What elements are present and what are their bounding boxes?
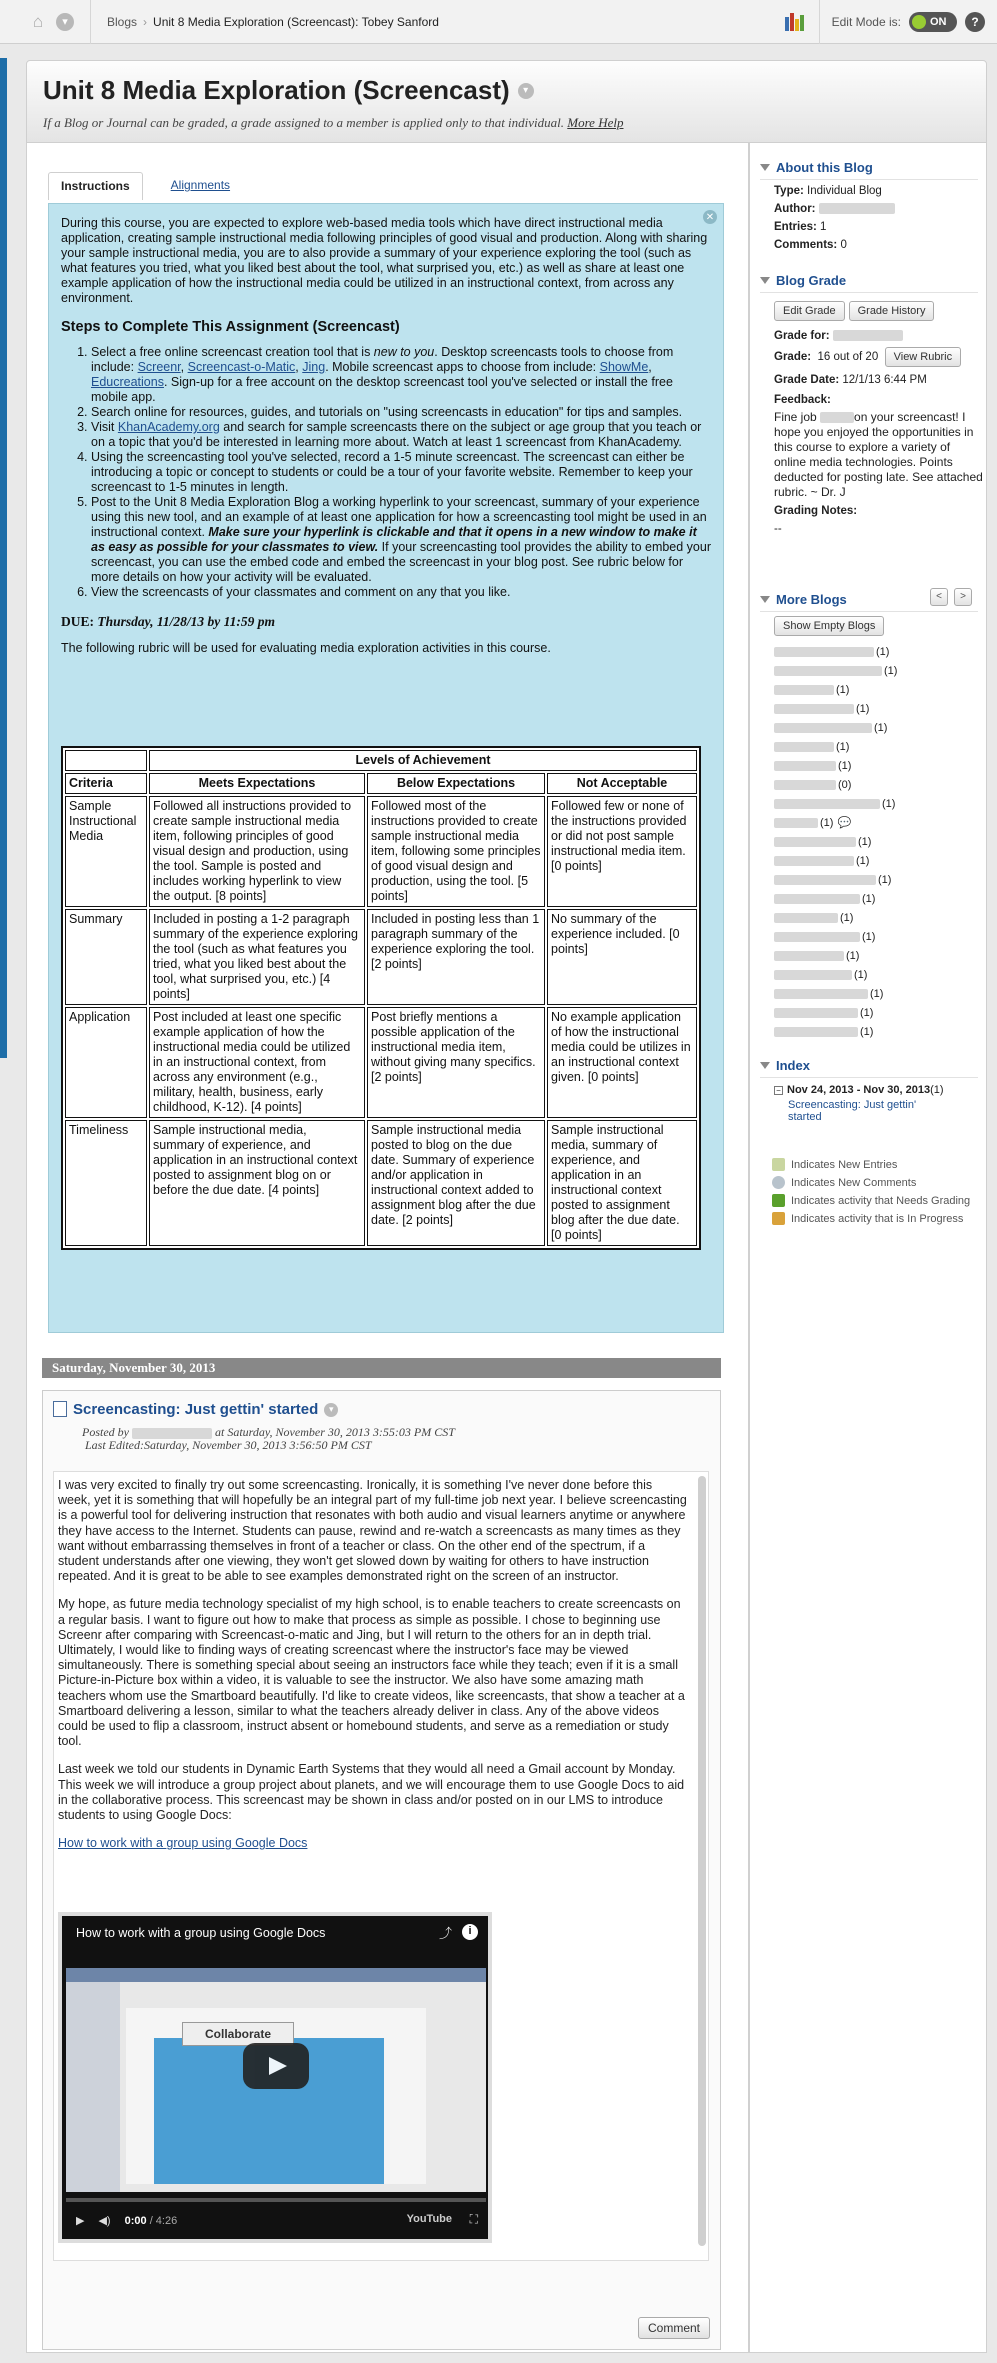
- grade-value: 16 out of 20: [817, 351, 879, 363]
- collapse-triangle-icon: [760, 596, 770, 603]
- page-subtitle: [43, 115, 623, 131]
- blog-grade-heading[interactable]: [760, 273, 978, 293]
- blog-name-redacted: [774, 989, 868, 999]
- blog-name-redacted: [774, 856, 854, 866]
- blog-list-item[interactable]: [774, 680, 978, 699]
- entry-document-icon: [53, 1401, 67, 1417]
- legend-text: Indicates activity that Needs Grading: [791, 1194, 971, 1207]
- feedback-label: [774, 393, 978, 407]
- legend-new-entries: [772, 1158, 897, 1171]
- rubric-below: Sample instructional media posted to blog on the due date. Summary of experience and/or application in instructional context added to assignment blog after the due date. [2 points]: [367, 1120, 545, 1246]
- blog-list-item[interactable]: [774, 661, 978, 680]
- author-label: Author:: [774, 203, 816, 215]
- feedback-label-text: Feedback:: [774, 394, 831, 406]
- blog-list-item[interactable]: [774, 927, 978, 946]
- step-item: 6. View the screencasts of your classmates and comment on any that you like.: [91, 585, 711, 600]
- rubric-meets: Followed all instructions provided to create sample instructional media item, following principles of good visual design and production, using the tool. Sample is posted and includes working hyperlink to view the output. [8 points]: [149, 796, 365, 907]
- blog-list-item[interactable]: [774, 965, 978, 984]
- tab-instructions[interactable]: Instructions: [48, 172, 143, 200]
- fullscreen-icon[interactable]: ⛶: [469, 2212, 478, 2226]
- rubric-below: Post briefly mentions a possible application of the instructional media item, without giving many specifics. [2 points]: [367, 1007, 545, 1118]
- index-heading[interactable]: [760, 1058, 978, 1078]
- play-button-icon[interactable]: [243, 2043, 309, 2089]
- entry-title: [73, 1401, 338, 1418]
- thumbnail-sidebar: [66, 1982, 120, 2192]
- date-header: Saturday, November 30, 2013: [42, 1358, 721, 1378]
- blog-list-item[interactable]: [774, 756, 978, 775]
- next-page-button[interactable]: >: [954, 588, 972, 606]
- step-item: [91, 420, 711, 450]
- blog-count: (1): [836, 740, 850, 753]
- video-time-current: 0:00: [124, 2215, 147, 2227]
- blog-type: [774, 184, 978, 198]
- rubric-below: Included in posting less than 1 paragraph summary of the experience exploring the tool. [2 points]: [367, 909, 545, 1005]
- rubric-not: Followed few or none of the instructions provided or did not post sample instructional media item. [0 points]: [547, 796, 697, 907]
- rubric-not: Sample instructional media, summary of experience, and application in an instructional context posted to assignment blog after the due date. [0 points]: [547, 1120, 697, 1246]
- blog-list-item[interactable]: [774, 889, 978, 908]
- video-time: [125, 2214, 178, 2229]
- instructions-panel: [48, 203, 724, 1333]
- title-menu-chevron-icon[interactable]: ▾: [518, 83, 534, 99]
- breadcrumb: [107, 15, 439, 29]
- about-blog-heading[interactable]: [760, 160, 978, 180]
- rubric-row: [65, 796, 697, 907]
- left-edge-accent: [0, 58, 7, 1058]
- step-text-emphasis: Make sure your hyperlink is clickable and that it opens in a new window to make it as easy as possible for your classmates to view.: [91, 525, 697, 554]
- show-empty-wrap: [774, 616, 978, 636]
- needs-grading-icon: [772, 1194, 785, 1207]
- blog-entries: [774, 220, 978, 234]
- share-icon[interactable]: ⤴: [438, 1926, 452, 1941]
- educreations-link[interactable]: Educreations: [91, 375, 164, 389]
- legend-in-progress: [772, 1212, 963, 1225]
- blog-name-redacted: [774, 1027, 858, 1037]
- breadcrumb-current: Unit 8 Media Exploration (Screencast): Tobey Sanford: [153, 14, 439, 29]
- blog-count: (1): [876, 645, 890, 658]
- blog-name-redacted: [774, 837, 856, 847]
- index-entry-link[interactable]: Screencasting: Just gettin' started: [788, 1099, 917, 1123]
- rubric-meets: Post included at least one specific example application of how the instructional media could be utilized in an instructional context, from across any environment (e.g., military, health, business, early childhood, K-12). [4 points]: [149, 1007, 365, 1118]
- showme-link[interactable]: ShowMe: [599, 360, 649, 374]
- grading-notes-value: --: [774, 523, 782, 535]
- blog-count: (1): [860, 1006, 874, 1019]
- blog-name-redacted: [774, 894, 860, 904]
- entries-label: Entries:: [774, 221, 817, 233]
- col-not-acceptable: Not Acceptable: [547, 773, 697, 794]
- steps-heading: Steps to Complete This Assignment (Screencast): [61, 319, 400, 335]
- grading-notes-label: [774, 504, 978, 518]
- menu-chevron-icon[interactable]: ▾: [56, 13, 74, 31]
- blog-list-item[interactable]: [774, 718, 978, 737]
- entry-title-text[interactable]: Screencasting: Just gettin' started: [73, 1401, 319, 1418]
- video-title[interactable]: How to work with a group using Google Docs: [76, 1926, 326, 1940]
- new-entries-icon: [772, 1158, 785, 1171]
- rubric-column-row: [65, 773, 697, 794]
- step-item: [91, 495, 711, 585]
- blog-list-item[interactable]: [774, 851, 978, 870]
- feedback-rest: on your screencast! I hope you enjoyed the opportunities in this course to explore a variety of online media technologies. Points deducted for posting late. See attached rubric. ~ Dr. J: [774, 410, 983, 499]
- step-item: 1. Select a free online screencast creation tool that is new to you. Desktop screencasts tools to choose from include: Screenr, Screencast-o-Matic, Jing. Mobile screencast apps to choose from include: ShowMe, Educreations. Sign-up for a free account on the desktop screencast tool you've selected or install the free mobile app.: [91, 345, 711, 405]
- screenr-link[interactable]: Screenr: [137, 360, 181, 374]
- comment-bubble-icon: 💬: [837, 817, 852, 829]
- step-text: and search for sample screencasts there on the subject or age group that you teach or on a topic that you'd be interested in learning more about. Watch at least 1 screencast from KhanAcademy.: [91, 420, 702, 449]
- thumbnail-toolbar: [66, 1968, 486, 1982]
- grade-for-label: Grade for:: [774, 330, 830, 342]
- view-rubric-button[interactable]: View Rubric: [885, 347, 962, 367]
- more-help-link[interactable]: More Help: [567, 115, 624, 130]
- thumbnail-collaborate-label: Collaborate: [182, 2022, 294, 2046]
- blog-count: (1): [884, 664, 898, 677]
- screencast-o-matic-link[interactable]: Screencast-o-Matic: [187, 360, 296, 374]
- khanacademy-link[interactable]: KhanAcademy.org: [117, 420, 220, 434]
- blog-name-redacted: [774, 761, 836, 771]
- blog-name-redacted: [774, 1008, 858, 1018]
- blog-count: (1): [874, 721, 888, 734]
- entries-value: 1: [820, 221, 827, 233]
- grade-history-button[interactable]: Grade History: [849, 301, 935, 321]
- rubric-meets: Sample instructional media, summary of experience, and application in an instructional context posted to assignment blog on or before the due date. [4 points]: [149, 1120, 365, 1246]
- collapse-triangle-icon: [760, 1062, 770, 1069]
- blog-count: (1): [838, 759, 852, 772]
- blog-count: (1): [862, 892, 876, 905]
- blog-count: (1): [856, 854, 870, 867]
- rubric-row: [65, 1120, 697, 1246]
- more-blogs-section: [760, 592, 978, 1041]
- blog-count: (1): [840, 911, 854, 924]
- blog-list-item[interactable]: [774, 946, 978, 965]
- comments-value: 0: [840, 239, 847, 251]
- tab-bar: [48, 172, 242, 200]
- grade-for: [774, 329, 978, 343]
- step-item: 2. Search online for resources, guides, and tutorials on "using screencasts in education" for tips and samples.: [91, 405, 711, 420]
- step-text-emphasis: new to you: [373, 345, 435, 359]
- index-count: (1): [930, 1084, 944, 1096]
- index-range-text: Nov 24, 2013 - Nov 30, 2013: [787, 1084, 931, 1096]
- rubric-header-row: [65, 750, 697, 771]
- page-header: [26, 60, 987, 143]
- blog-list-item[interactable]: [774, 642, 978, 661]
- due-date: [61, 614, 711, 629]
- more-blogs-title: More Blogs: [776, 592, 847, 607]
- legend-text: Indicates New Comments: [791, 1176, 917, 1189]
- blog-comments: [774, 238, 978, 252]
- jing-link[interactable]: Jing: [302, 360, 326, 374]
- blog-count: (1): [820, 816, 834, 829]
- edit-mode-state: ON: [930, 16, 947, 28]
- grade: [774, 347, 978, 367]
- video-progress-bar[interactable]: [66, 2198, 486, 2202]
- rubric-row: [65, 1007, 697, 1118]
- legend-text: Indicates New Entries: [791, 1158, 898, 1171]
- blog-name-redacted: [774, 780, 836, 790]
- blog-name-redacted: [774, 799, 880, 809]
- youtube-logo[interactable]: YouTube: [406, 2213, 452, 2225]
- feedback-text: [774, 410, 984, 500]
- blog-grade-title: Blog Grade: [776, 273, 847, 288]
- grade-date-value: 12/1/13 6:44 PM: [842, 374, 927, 386]
- blog-list-item[interactable]: [774, 699, 978, 718]
- blog-list-item[interactable]: [774, 870, 978, 889]
- due-value: Thursday, 11/28/13 by 11:59 pm: [97, 614, 276, 629]
- col-criteria: Criteria: [65, 773, 147, 794]
- posted-at: at Saturday, November 30, 2013 3:55:03 PM CST: [215, 1425, 455, 1439]
- page-title: [43, 75, 534, 106]
- instructions-intro: During this course, you are expected to explore web-based media tools which have direct instructional media application, creating sample instructional media following principles of good visual and production. Along with sharing your sample instructional media, you are to also provide a summary of your experience exploring the tool (such as what features you tried, what you liked best about the tool, what surprised you, etc.) as well as share at least one example application of how the instructional media could be utilized in an instructional context, from across any environment.: [61, 216, 708, 305]
- new-comments-icon: [772, 1176, 785, 1189]
- rubric-empty-cell: [65, 750, 147, 771]
- blog-name-redacted: [774, 932, 860, 942]
- edit-grade-button[interactable]: Edit Grade: [774, 301, 845, 321]
- feedback-start: Fine job: [774, 410, 817, 424]
- collapse-box-icon[interactable]: −: [774, 1086, 783, 1095]
- legend-text: Indicates activity that is In Progress: [791, 1212, 964, 1225]
- blog-name-redacted: [774, 704, 854, 714]
- blog-name-redacted: [774, 951, 844, 961]
- google-docs-video-link[interactable]: How to work with a group using Google Docs: [58, 1836, 308, 1851]
- info-icon[interactable]: i: [462, 1924, 478, 1940]
- blog-name-redacted: [774, 723, 872, 733]
- about-blog-section: [760, 160, 978, 252]
- rubric-meets: Included in posting a 1-2 paragraph summary of the experience exploring the tool (such as what features you tried, what you liked best about the tool, what surprised you, etc.) [4 points]: [149, 909, 365, 1005]
- entry-paragraph: Last week we told our students in Dynamic Earth Systems that they would all need a Gmail account by Monday. This week we will introduce a group project about planets, and we will encourage them to use Google Docs to aid in the collaborative process. This screencast may be shown in class and/or posted on in our LMS to introduce students to using Google Docs:: [58, 1762, 685, 1823]
- books-icon[interactable]: [785, 13, 805, 31]
- grading-notes-label-text: Grading Notes:: [774, 505, 858, 517]
- grade-buttons: [774, 301, 978, 321]
- blog-count: (1): [870, 987, 884, 1000]
- blog-count: (1): [846, 949, 860, 962]
- rubric-note: The following rubric will be used for evaluating media exploration activities in this course.: [61, 641, 551, 655]
- entry-paragraph: I was very excited to finally try out some screencasting. Ironically, it is something I've never done before this week, yet it is something that will hopefully be an integral part of my full-time job next year. I believe screencasting is a powerful tool for delivering instruction that resonates with both audio and visual learners anytime or anywhere they have access to the Internet. Students can pause, rewind and re-watch a screencasts as many times as they want without embarrassing themselves in front of a teacher or class. On the other end of the spectrum, if a student understands after one viewing, they won't get slowed down by waiting for others to have instruction repeated. And it is great to be able to see examples demonstrated right on the screen of an instructor.: [58, 1478, 687, 1584]
- feedback-name-redacted: [820, 412, 854, 423]
- tab-alignments[interactable]: Alignments: [170, 178, 231, 192]
- page-title-text: Unit 8 Media Exploration (Screencast): [43, 75, 510, 105]
- blog-name-redacted: [774, 685, 834, 695]
- step-text: Visit: [91, 420, 118, 434]
- rubric-table: [61, 746, 701, 1250]
- in-progress-icon: [772, 1212, 785, 1225]
- rubric-row: [65, 909, 697, 1005]
- edit-mode: [819, 0, 997, 44]
- posted-by-label: Posted by: [82, 1425, 129, 1439]
- volume-icon[interactable]: ◀): [98, 2215, 111, 2227]
- blog-grade-section: [760, 273, 983, 536]
- blog-count: (0): [838, 778, 852, 791]
- col-below: Below Expectations: [367, 773, 545, 794]
- video-time-total: / 4:26: [149, 2215, 178, 2227]
- step-text: Select a free online screencast creation tool that is: [91, 345, 374, 359]
- rubric-criteria: Sample Instructional Media: [65, 796, 147, 907]
- blog-count: (1): [854, 968, 868, 981]
- blog-count: (1): [858, 835, 872, 848]
- entry-body: [53, 1471, 709, 2261]
- prev-page-button[interactable]: <: [930, 588, 948, 606]
- help-button[interactable]: ?: [965, 12, 985, 32]
- legend-new-comments: [772, 1176, 916, 1189]
- grade-for-redacted: [833, 330, 903, 341]
- rubric-below: Followed most of the instructions provided to create sample instructional media item, following some principles of good visual design and production, using the tool. [5 points]: [367, 796, 545, 907]
- entry-meta: [73, 1426, 455, 1452]
- breadcrumb-chevron-icon: ›: [143, 14, 148, 29]
- toggle-knob: [912, 15, 926, 29]
- rubric-criteria: Application: [65, 1007, 147, 1118]
- close-icon[interactable]: ✕: [703, 210, 717, 224]
- breadcrumb-blogs[interactable]: Blogs: [107, 14, 138, 29]
- blog-list-item[interactable]: [774, 737, 978, 756]
- index-title: Index: [776, 1058, 810, 1073]
- type-value: Individual Blog: [807, 185, 882, 197]
- due-label: DUE:: [61, 614, 98, 629]
- video-controls: [76, 2214, 177, 2229]
- blog-list-item[interactable]: [774, 1003, 978, 1022]
- step-text: Post to the Unit 8 Media Exploration Blog a working hyperlink to your screencast, summary of your experience using this new tool, and an example of at least one application for how a screencasting tool might be used in an instructional context.: [91, 495, 707, 539]
- blog-list-item[interactable]: [774, 775, 978, 794]
- home-icon[interactable]: ⌂: [32, 11, 44, 31]
- blog-list-item[interactable]: [774, 813, 978, 832]
- collapse-triangle-icon: [760, 277, 770, 284]
- entry-last-edited: Last Edited:Saturday, November 30, 2013 3:56:50 PM CST: [85, 1438, 372, 1452]
- video-player[interactable]: [58, 1912, 492, 2243]
- divider: [90, 0, 91, 44]
- rubric-not: No summary of the experience included. [0 points]: [547, 909, 697, 1005]
- blog-entry: [42, 1390, 721, 2350]
- blog-name-redacted: [774, 818, 818, 828]
- rubric-criteria: Timeliness: [65, 1120, 147, 1246]
- blog-count: (1): [860, 1025, 874, 1038]
- blog-list-item[interactable]: [774, 984, 978, 1003]
- blog-name-redacted: [774, 913, 838, 923]
- step-text: . Sign-up for a free account on the desktop screencast tool you've selected or install the free mobile app.: [91, 375, 673, 404]
- index-range[interactable]: [774, 1084, 978, 1096]
- step-text: . Desktop screencasts tools to choose from include:: [91, 345, 674, 374]
- grade-label: Grade:: [774, 351, 812, 363]
- blog-count: (1): [856, 702, 870, 715]
- grade-date-label: Grade Date:: [774, 374, 840, 386]
- index-section: [760, 1058, 978, 1123]
- blog-name-redacted: [774, 647, 874, 657]
- top-bar: [0, 0, 997, 44]
- play-icon[interactable]: ▶: [76, 2215, 85, 2227]
- step-item: 4. Using the screencasting tool you've selected, record a 1-5 minute screencast. The screencast can either be introducing a topic or concept to students or could be a tour of your favorite website. Remember to keep your screencast to 1-5 minutes in length.: [91, 450, 711, 495]
- legend-needs-grading: [772, 1194, 970, 1207]
- edit-mode-toggle[interactable]: [909, 12, 957, 32]
- levels-header: Levels of Achievement: [149, 750, 697, 771]
- blog-author: [774, 202, 978, 216]
- blog-count: (1): [836, 683, 850, 696]
- collapse-triangle-icon: [760, 164, 770, 171]
- about-blog-title: About this Blog: [776, 160, 873, 175]
- blog-count: (1): [878, 873, 892, 886]
- type-label: Type:: [774, 185, 804, 197]
- blog-name-redacted: [774, 742, 834, 752]
- comment-button[interactable]: Comment: [638, 2317, 710, 2339]
- grade-date: [774, 373, 978, 387]
- step-text: . Mobile screencast apps to choose from include:: [325, 360, 600, 374]
- blog-list: [760, 642, 978, 1041]
- blog-list-item[interactable]: [774, 908, 978, 927]
- rubric-not: No example application of how the instructional media could be utilizes in an instructional context given. [0 points]: [547, 1007, 697, 1118]
- top-bar-right: [785, 0, 997, 44]
- edit-mode-label: Edit Mode is:: [831, 15, 901, 29]
- rubric-criteria: Summary: [65, 909, 147, 1005]
- entry-paragraph: My hope, as future media technology specialist of my high school, is to enable teachers to create screencasts on a regular basis. I want to figure out how to make that process as simple as possible. I chose to beginning use Screenr after comparing with Screencast-o-matic and Jing, but I will return to the others for an in depth trial. Ultimately, I would like to finding ways of creating screencast where the instructor's face may be viewed simultaneously. There is something special about seeing an instructors face while they teach; even if it is a small Picture-in-Picture box within a video, it is valuable to see the instructor. We also have some amazing math teachers whom use the Smartboard beautifully. I'd like to create videos, like screencasts, that show a teacher at a Smartboard delivering a lesson, similar to what the teachers already deliver in class. Any of the above videos could be used to flip a classroom, instruct absent or homebound students, and serve as a remediation or study tool.: [58, 1597, 685, 1749]
- show-empty-blogs-button[interactable]: Show Empty Blogs: [774, 616, 884, 636]
- blog-list-item[interactable]: [774, 1022, 978, 1041]
- entry-scrollbar[interactable]: [698, 1476, 706, 2246]
- entry-menu-chevron-icon[interactable]: ▾: [324, 1403, 338, 1417]
- blog-count: (1): [882, 797, 896, 810]
- blog-name-redacted: [774, 875, 876, 885]
- blog-list-item[interactable]: [774, 794, 978, 813]
- blog-list-item[interactable]: [774, 832, 978, 851]
- blog-count: (1): [862, 930, 876, 943]
- blog-name-redacted: [774, 666, 882, 676]
- steps-list: [91, 345, 711, 600]
- comments-label: Comments:: [774, 239, 838, 251]
- step-text: If your screencasting tool provides the ability to embed your screencast, you can use the embed code and embed the screencast in your blog post. See rubric below for more details on how your activity will be evaluated.: [91, 540, 711, 584]
- author-redacted: [819, 203, 895, 214]
- page-subtitle-text: If a Blog or Journal can be graded, a grade assigned to a member is applied only to that individual.: [43, 115, 565, 130]
- col-meets: Meets Expectations: [149, 773, 365, 794]
- blog-name-redacted: [774, 970, 852, 980]
